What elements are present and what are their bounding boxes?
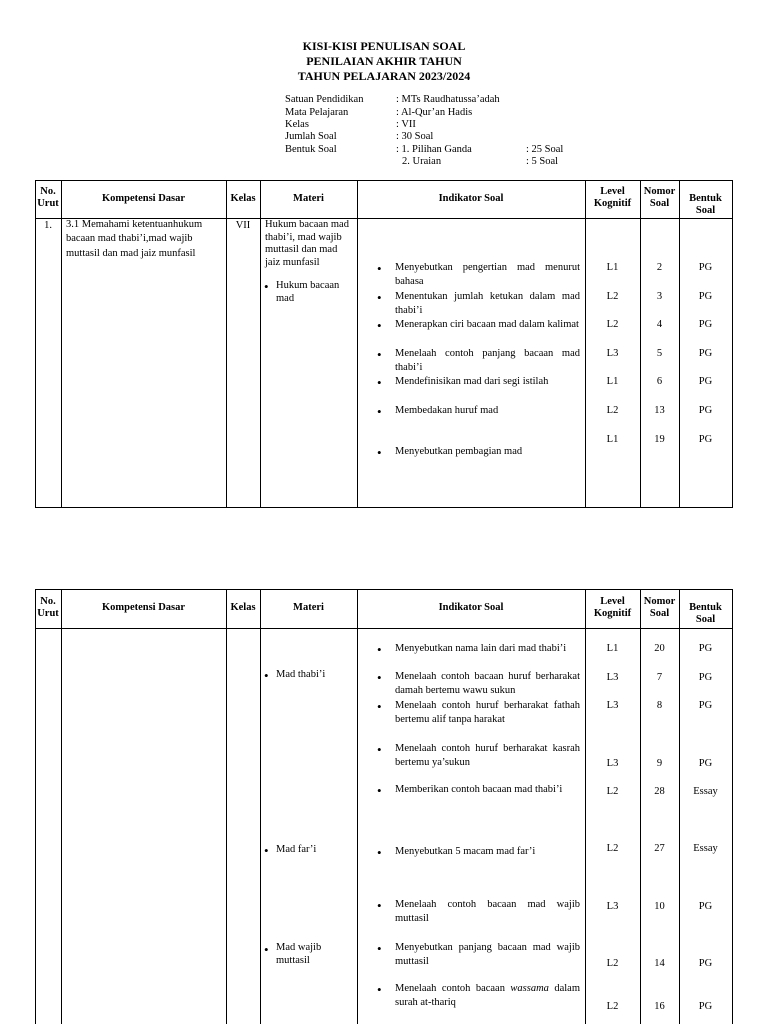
bullet-icon: •	[377, 941, 382, 956]
doc-title-line-2: PENILAIAN AKHIR TAHUN	[306, 54, 462, 68]
nomor-cell: 3	[656, 291, 663, 302]
header-level	[585, 186, 640, 210]
doc-title-line-1: KISI-KISI PENULISAN SOAL	[302, 39, 466, 53]
nomor-cell: 28	[654, 786, 665, 797]
level-cell: L2	[606, 405, 619, 416]
level-cell: L1	[606, 262, 619, 273]
indicator-item: Memberikan contoh bacaan mad thabi’i	[395, 784, 563, 795]
bullet-icon: •	[264, 942, 269, 957]
bentuk-cell: Essay	[693, 843, 718, 854]
bentuk-cell: PG	[698, 405, 713, 416]
nomor-cell: 14	[654, 958, 665, 969]
nomor-cell: 2	[656, 262, 663, 273]
header-nomor-line2: Soal	[649, 608, 670, 619]
bentuk-cell: PG	[698, 958, 713, 969]
header-bentuk-line2: Soal	[695, 205, 716, 216]
bullet-icon: •	[377, 445, 382, 460]
header-kelas: Kelas	[230, 602, 256, 613]
header-kd: Kompetensi Dasar	[101, 193, 186, 204]
indicator-item: Menyebutkan pengertian mad menurut bahasa	[395, 262, 580, 288]
row-no: 1.	[44, 220, 52, 231]
bullet-icon: •	[264, 843, 269, 858]
nomor-cell: 20	[654, 643, 665, 654]
bentuk-option-1-count: : 25 Soal	[526, 144, 564, 155]
bentuk-cell: Essay	[693, 786, 718, 797]
jumlah-label: Jumlah Soal	[285, 131, 337, 142]
indicator-item: Menentukan jumlah ketukan dalam mad thabi’i	[395, 291, 580, 317]
level-cell: L3	[606, 758, 619, 769]
bullet-icon: •	[377, 404, 382, 419]
header-no-line2: Urut	[37, 198, 59, 209]
indicator-item: Menelaah contoh bacaan mad wajib muttasil	[395, 899, 580, 925]
kelas-value: : VII	[396, 119, 416, 130]
bullet-icon: •	[377, 290, 382, 305]
mapel-value: : Al-Qur’an Hadis	[396, 107, 473, 118]
header-nomor-line1: Nomor	[643, 186, 676, 197]
bentuk-option-2-count: : 5 Soal	[526, 156, 559, 167]
indicator-item: Menerapkan ciri bacaan mad dalam kalimat	[395, 319, 579, 330]
bullet-icon: •	[377, 318, 382, 333]
level-cell: L1	[606, 376, 619, 387]
indicator-item: Menelaah contoh bacaan huruf berharakat damah bertemu wawu sukun	[395, 671, 580, 697]
nomor-cell: 10	[654, 901, 665, 912]
level-cell: L1	[606, 434, 619, 445]
materi-item: Mad thabi’i	[276, 669, 326, 680]
header-nomor	[640, 186, 679, 210]
header-bentuk	[679, 193, 732, 217]
header-level-line2: Kognitif	[593, 198, 632, 209]
nomor-cell: 19	[654, 434, 665, 445]
header-bentuk-line1: Bentuk	[689, 602, 722, 613]
header-no	[35, 186, 61, 210]
bullet-icon: •	[377, 742, 382, 757]
bentuk-cell: PG	[698, 700, 713, 711]
bullet-icon: •	[377, 670, 382, 685]
indicator-item: Menelaah contoh huruf berharakat kasrah bertemu ya’sukun	[395, 743, 580, 769]
kelas-value-cell: VII	[235, 220, 251, 231]
level-cell: L2	[606, 291, 619, 302]
materi-text: Hukum bacaan mad thabi’i, mad wajib muttasil dan mad jaiz munfasil	[265, 219, 349, 268]
header-materi: Materi	[293, 193, 324, 204]
bullet-icon: •	[377, 347, 382, 362]
bullet-icon: •	[377, 845, 382, 860]
materi-bullet-text: Hukum bacaan mad	[276, 280, 340, 304]
nomor-cell: 27	[654, 843, 665, 854]
nomor-cell: 4	[656, 319, 663, 330]
bentuk-cell: PG	[698, 348, 713, 359]
indicator-item: Menelaah contoh huruf berharakat fathah bertemu alif tanpa harakat	[395, 700, 580, 726]
indicator-italic-term: wassama	[510, 983, 549, 994]
header-level	[585, 596, 640, 620]
bentuk-cell: PG	[698, 1001, 713, 1012]
bentuk-cell: PG	[698, 672, 713, 683]
bullet-icon: •	[264, 279, 269, 294]
bentuk-cell: PG	[698, 758, 713, 769]
level-cell: L3	[606, 348, 619, 359]
header-indikator: Indikator Soal	[438, 193, 504, 204]
header-no-line2: Urut	[37, 608, 59, 619]
bentuk-label: Bentuk Soal	[285, 144, 337, 155]
bentuk-option-1: : 1. Pilihan Ganda	[396, 144, 472, 155]
header-bentuk-line1: Bentuk	[689, 193, 722, 204]
indicator-item	[395, 982, 580, 1011]
header-no	[35, 596, 61, 620]
bullet-icon: •	[377, 699, 382, 714]
header-nomor-line2: Soal	[649, 198, 670, 209]
header-nomor-line1: Nomor	[643, 596, 676, 607]
jumlah-value: : 30 Soal	[396, 131, 434, 142]
header-no-line1: No.	[40, 186, 56, 197]
mapel-label: Mata Pelajaran	[285, 107, 349, 118]
header-kelas: Kelas	[230, 193, 256, 204]
indicator-item: Membedakan huruf mad	[395, 405, 499, 416]
level-cell: L2	[606, 319, 619, 330]
indicator-item: Menelaah contoh panjang bacaan mad thabi’i	[395, 348, 580, 374]
nomor-cell: 8	[656, 700, 663, 711]
header-bentuk	[679, 602, 732, 626]
header-level-line2: Kognitif	[593, 608, 632, 619]
level-cell: L3	[606, 901, 619, 912]
nomor-cell: 16	[654, 1001, 665, 1012]
bullet-icon: •	[377, 261, 382, 276]
bentuk-cell: PG	[698, 291, 713, 302]
header-materi: Materi	[293, 602, 324, 613]
indicator-item: Menyebutkan 5 macam mad far’i	[395, 846, 536, 857]
satuan-label: Satuan Pendidikan	[285, 94, 364, 105]
level-cell: L2	[606, 958, 619, 969]
indicator-item: Mendefinisikan mad dari segi istilah	[395, 376, 549, 387]
bullet-icon: •	[377, 642, 382, 657]
indicator-text: Menelaah contoh bacaan	[395, 983, 511, 994]
bentuk-cell: PG	[698, 643, 713, 654]
level-cell: L2	[606, 1001, 619, 1012]
bentuk-cell: PG	[698, 376, 713, 387]
doc-title-line-3: TAHUN PELAJARAN 2023/2024	[297, 69, 471, 83]
nomor-cell: 6	[656, 376, 663, 387]
nomor-cell: 9	[656, 758, 663, 769]
header-nomor	[640, 596, 679, 620]
nomor-cell: 5	[656, 348, 663, 359]
header-level-line1: Level	[600, 186, 625, 197]
indicator-item: Menyebutkan pembagian mad	[395, 446, 523, 457]
bullet-icon: •	[377, 375, 382, 390]
indicator-text: dalam surah at-thariq	[395, 983, 581, 1009]
kompetensi-dasar-text: 3.1 Memahami ketentuanhukum bacaan mad thabi’i,mad wajib muttasil dan mad jaiz munfasil	[66, 219, 203, 259]
level-cell: L2	[606, 843, 619, 854]
bullet-icon: •	[377, 898, 382, 913]
level-cell: L3	[606, 700, 619, 711]
bullet-icon: •	[264, 668, 269, 683]
bentuk-cell: PG	[698, 434, 713, 445]
level-cell: L2	[606, 786, 619, 797]
nomor-cell: 7	[656, 672, 663, 683]
materi-item: Mad wajib muttasil	[276, 942, 322, 966]
bullet-icon: •	[377, 982, 382, 997]
indicator-item: Menyebutkan panjang bacaan mad wajib muttasil	[395, 942, 580, 968]
materi-item: Mad far’i	[276, 844, 317, 855]
header-indikator: Indikator Soal	[438, 602, 504, 613]
header-kd: Kompetensi Dasar	[101, 602, 186, 613]
header-bentuk-line2: Soal	[695, 614, 716, 625]
header-level-line1: Level	[600, 596, 625, 607]
bentuk-cell: PG	[698, 901, 713, 912]
kelas-label: Kelas	[285, 119, 309, 130]
bentuk-cell: PG	[698, 262, 713, 273]
bentuk-cell: PG	[698, 319, 713, 330]
satuan-value: : MTs Raudhatussa’adah	[396, 94, 500, 105]
level-cell: L3	[606, 672, 619, 683]
header-no-line1: No.	[40, 596, 56, 607]
bentuk-option-2: 2. Uraian	[402, 156, 442, 167]
level-cell: L1	[606, 643, 619, 654]
indicator-item: Menyebutkan nama lain dari mad thabi’i	[395, 643, 567, 654]
bullet-icon: •	[377, 783, 382, 798]
nomor-cell: 13	[654, 405, 665, 416]
